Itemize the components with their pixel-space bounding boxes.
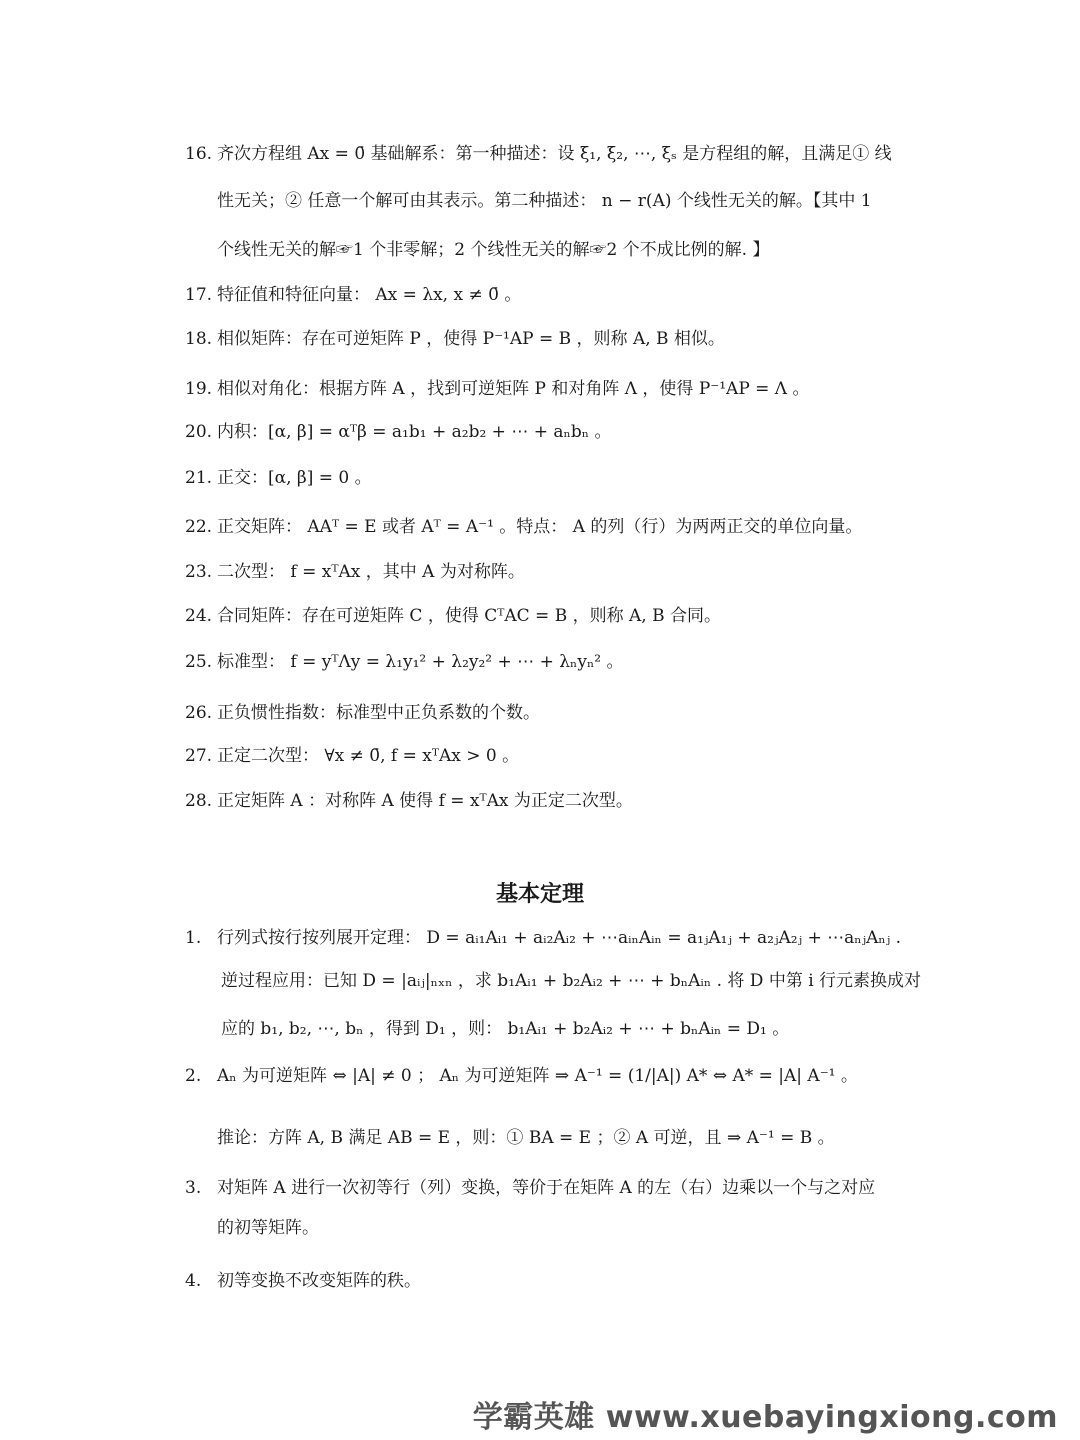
- item-number: 25.: [185, 652, 213, 672]
- definition-23: [185, 561, 905, 583]
- definition-26: [185, 702, 905, 724]
- item-number: 17.: [185, 285, 213, 305]
- item-text: 二次型： f = xᵀAx ，其中 A 为对称阵。: [217, 562, 525, 582]
- item-number: 22.: [185, 517, 213, 537]
- theorem-3: [185, 1177, 905, 1199]
- theorem-4: [185, 1270, 905, 1292]
- item-text: 标准型： f = yᵀΛy = λ₁y₁² + λ₂y₂² + ⋯ + λₙyₙ² 。: [217, 652, 624, 672]
- item-number: 18.: [185, 329, 213, 349]
- item-number: 1.: [185, 928, 202, 948]
- definition-19: [185, 378, 905, 400]
- item-text: 相似矩阵：存在可逆矩阵 P ，使得 P⁻¹AP = B ，则称 A, B 相似。: [217, 329, 725, 349]
- item-text: 齐次方程组 Ax = 0̄ 基础解系：第一种描述：设 ξ₁, ξ₂, ⋯, ξₛ 是方程组的解，且满足① 线: [217, 144, 892, 164]
- item-text: 对矩阵 A 进行一次初等行（列）变换，等价于在矩阵 A 的左（右）边乘以一个与之对应: [217, 1178, 876, 1198]
- definition-28: [185, 790, 905, 812]
- item-text: 正交：[α, β] = 0 。: [217, 468, 372, 488]
- item-number: 26.: [185, 703, 213, 723]
- definition-16-line-2: 性无关；② 任意一个解可由其表示。第二种描述： n − r(A) 个线性无关的解。【其中 1: [217, 191, 872, 211]
- definition-27: [185, 745, 905, 767]
- item-text: 合同矩阵：存在可逆矩阵 C ，使得 CᵀAC = B ，则称 A, B 合同。: [217, 606, 721, 626]
- item-text: 特征值和特征向量： Ax = λx, x ≠ 0̄ 。: [217, 285, 522, 305]
- theorem-1: [185, 927, 905, 949]
- item-text: 初等变换不改变矩阵的秩。: [217, 1271, 421, 1291]
- item-text: Aₙ 为可逆矩阵 ⇔ |A| ≠ 0 ； Aₙ 为可逆矩阵 ⇒ A⁻¹ = (1/|A|) A* ⇔ A* = |A| A⁻¹ 。: [217, 1066, 858, 1086]
- item-number: 27.: [185, 746, 213, 766]
- item-text: 正定矩阵 A ：对称阵 A 使得 f = xᵀAx 为正定二次型。: [217, 791, 633, 811]
- definition-25: [185, 651, 905, 673]
- item-number: 4.: [185, 1271, 202, 1291]
- definition-24: [185, 605, 905, 627]
- definition-17: [185, 284, 905, 306]
- item-text: 内积：[α, β] = αᵀβ = a₁b₁ + a₂b₂ + ⋯ + aₙbₙ 。: [217, 422, 612, 442]
- item-text: 正交矩阵： AAᵀ = E 或者 Aᵀ = A⁻¹ 。特点： A 的列（行）为两两正交的单位向量。: [217, 517, 863, 537]
- item-text: 行列式按行按列展开定理： D = aᵢ₁Aᵢ₁ + aᵢ₂Aᵢ₂ + ⋯aᵢₙAᵢₙ = a₁ⱼA₁ⱼ + a₂ⱼA₂ⱼ + ⋯aₙⱼAₙⱼ .: [217, 928, 902, 948]
- item-text: 正定二次型： ∀x ≠ 0̄, f = xᵀAx > 0 。: [217, 746, 520, 766]
- item-text: 正负惯性指数：标准型中正负系数的个数。: [217, 703, 540, 723]
- definition-20: [185, 421, 905, 443]
- item-number: 24.: [185, 606, 213, 626]
- item-number: 28.: [185, 791, 213, 811]
- theorem-3-line-2: 的初等矩阵。: [217, 1218, 319, 1238]
- theorem-2: [185, 1065, 905, 1087]
- item-number: 21.: [185, 468, 213, 488]
- watermark: 学霸英雄 www.xuebayingxiong.com: [472, 1400, 1058, 1435]
- definition-21: [185, 467, 905, 489]
- item-number: 16.: [185, 144, 213, 164]
- definition-16: [185, 143, 905, 165]
- theorem-2-line-2: 推论：方阵 A, B 满足 AB = E ，则：① BA = E ；② A 可逆，且 ⇒ A⁻¹ = B 。: [217, 1128, 835, 1148]
- definition-16-line-3: 个线性无关的解☞1 个非零解；2 个线性无关的解☞2 个不成比例的解. 】: [217, 240, 770, 260]
- item-number: 20.: [185, 422, 213, 442]
- item-number: 19.: [185, 379, 213, 399]
- item-number: 2.: [185, 1066, 202, 1086]
- definition-18: [185, 328, 905, 350]
- theorem-1-line-2: 逆过程应用：已知 D = |aᵢⱼ|ₙₓₙ ，求 b₁Aᵢ₁ + b₂Aᵢ₂ + ⋯ + bₙAᵢₙ . 将 D 中第 i 行元素换成对: [221, 971, 922, 991]
- theorem-1-line-3: 应的 b₁, b₂, ⋯, bₙ ，得到 D₁ ，则： b₁Aᵢ₁ + b₂Aᵢ₂ + ⋯ + bₙAᵢₙ = D₁ 。: [221, 1019, 790, 1039]
- item-text: 相似对角化：根据方阵 A ，找到可逆矩阵 P 和对角阵 Λ ，使得 P⁻¹AP = Λ 。: [217, 379, 810, 399]
- item-number: 23.: [185, 562, 213, 582]
- item-number: 3.: [185, 1178, 202, 1198]
- section-title: 基本定理: [495, 882, 584, 907]
- definition-22: [185, 516, 905, 538]
